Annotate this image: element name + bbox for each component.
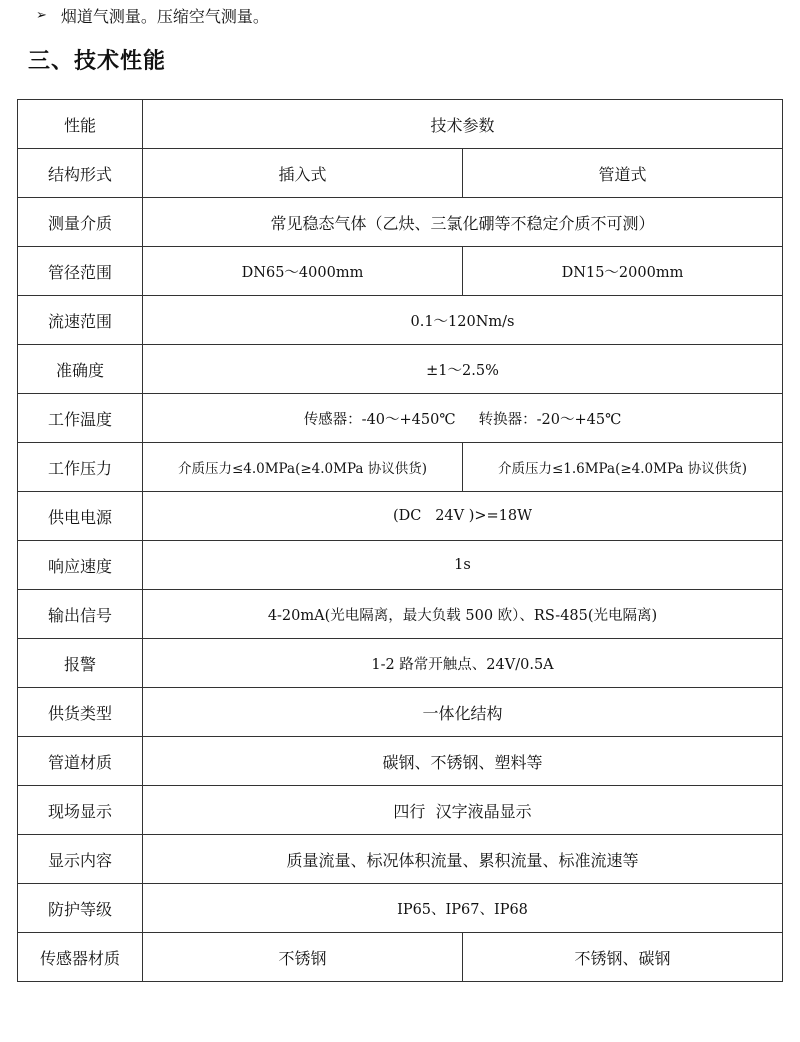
row-label: 工作温度 (18, 394, 143, 443)
table-row (18, 541, 783, 590)
row-value: 一体化结构 (143, 688, 783, 737)
row-label: 准确度 (18, 345, 143, 394)
row-label: 输出信号 (18, 590, 143, 639)
row-label: 管径范围 (18, 247, 143, 296)
row-value: 4-20mA(光电隔离，最大负载 500 欧）、RS-485(光电隔离) (143, 590, 783, 639)
row-label: 供货类型 (18, 688, 143, 737)
table-row (18, 492, 783, 541)
section-title: 三、技术性能 (28, 49, 167, 74)
row-label: 测量介质 (18, 198, 143, 247)
table-row (18, 884, 783, 933)
row-value-right: 介质压力≤1.6MPa(≥4.0MPa 协议供货) (463, 443, 783, 492)
table-row (18, 296, 783, 345)
row-value-left: 插入式 (143, 149, 463, 198)
row-value-left: 不锈钢 (143, 933, 463, 982)
table-row (18, 247, 783, 296)
header-value-cell: 技术参数 (143, 100, 783, 149)
row-value-right: 不锈钢、碳钢 (463, 933, 783, 982)
table-row (18, 149, 783, 198)
row-label: 传感器材质 (18, 933, 143, 982)
row-value: 质量流量、标况体积流量、累积流量、标准流速等 (143, 835, 783, 884)
row-label: 结构形式 (18, 149, 143, 198)
row-label: 防护等级 (18, 884, 143, 933)
row-value: IP65、IP67、IP68 (143, 884, 783, 933)
arrow-bullet-icon: ➢ (36, 7, 47, 23)
header-label-cell: 性能 (18, 100, 143, 149)
row-value-right: DN15～2000mm (463, 247, 783, 296)
row-label: 管道材质 (18, 737, 143, 786)
row-label: 报警 (18, 639, 143, 688)
row-value: 1s (143, 541, 783, 590)
table-row (18, 786, 783, 835)
table-row (18, 835, 783, 884)
row-value-right: 管道式 (463, 149, 783, 198)
row-value: 0.1～120Nm/s (143, 296, 783, 345)
table-row (18, 345, 783, 394)
table-row (18, 394, 783, 443)
row-value: 1-2 路常开触点、24V/0.5A (143, 639, 783, 688)
row-value-left: DN65～4000mm (143, 247, 463, 296)
row-value: 碳钢、不锈钢、塑料等 (143, 737, 783, 786)
row-label: 供电电源 (18, 492, 143, 541)
intro-bullet-line (36, 2, 269, 28)
table-header-row (18, 100, 783, 149)
row-value: 常见稳态气体（乙炔、三氯化硼等不稳定介质不可测） (143, 198, 783, 247)
row-value: (DC 24V )>=18W (143, 492, 783, 541)
spec-table (17, 99, 783, 982)
table-row (18, 590, 783, 639)
row-label: 工作压力 (18, 443, 143, 492)
row-label: 现场显示 (18, 786, 143, 835)
table-row (18, 933, 783, 982)
row-value: 传感器：-40～+450℃ 转换器：-20～+45℃ (143, 394, 783, 443)
row-label: 显示内容 (18, 835, 143, 884)
row-value-left: 介质压力≤4.0MPa(≥4.0MPa 协议供货) (143, 443, 463, 492)
table-row (18, 639, 783, 688)
row-value: 四行 汉字液晶显示 (143, 786, 783, 835)
table-row (18, 198, 783, 247)
table-row (18, 737, 783, 786)
table-row (18, 443, 783, 492)
row-label: 响应速度 (18, 541, 143, 590)
intro-text: 烟道气测量。压缩空气测量。 (60, 6, 269, 26)
table-row (18, 688, 783, 737)
row-value: ±1～2.5% (143, 345, 783, 394)
row-label: 流速范围 (18, 296, 143, 345)
